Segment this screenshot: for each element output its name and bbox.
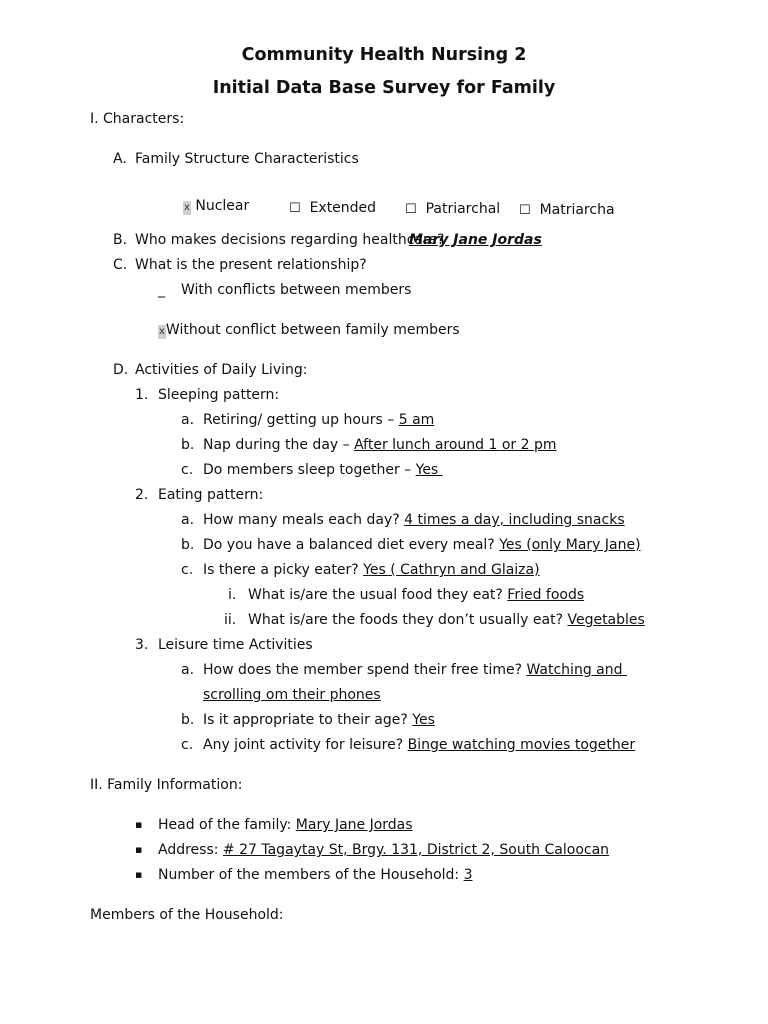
- option-patriarchal: [405, 200, 500, 219]
- eat-c-answer: Yes ( Cathryn and Glaiza): [363, 562, 540, 578]
- item-d-label: Activities of Daily Living:: [135, 362, 308, 378]
- eat-sub-i-answer: Fried foods: [507, 587, 585, 603]
- leisure-a: [203, 661, 627, 679]
- option-extended-label: Extended: [309, 200, 377, 216]
- section-family-info-heading: II. Family Information:: [90, 777, 243, 793]
- leisure-b-marker: b.: [181, 712, 195, 728]
- item-b-answer: Mary Jane Jordas: [409, 232, 542, 248]
- sleep-c: [203, 461, 443, 479]
- sleep-a-question: Retiring/ getting up hours –: [203, 412, 399, 428]
- relationship-option-2-label: Without conflict between family members: [165, 322, 460, 338]
- leisure-c-question: Any joint activity for leisure?: [203, 737, 408, 753]
- option-matriarchal: [519, 201, 615, 220]
- section-characters-heading: I. Characters:: [90, 111, 185, 127]
- sleep-b-answer: After lunch around 1 or 2 pm: [354, 437, 557, 453]
- leisure-a-answer-line2: scrolling om their phones: [203, 687, 381, 703]
- info-head-of-family: [158, 816, 413, 834]
- eat-a-question: How many meals each day?: [203, 512, 405, 528]
- bullet-icon: ▪: [135, 818, 143, 831]
- sleep-b: [203, 436, 557, 454]
- leisure-marker: 3.: [135, 637, 149, 653]
- item-b-marker: B.: [113, 232, 128, 248]
- leisure-label: Leisure time Activities: [158, 637, 313, 653]
- relationship-option-2: [158, 321, 460, 339]
- leisure-c-marker: c.: [181, 737, 194, 753]
- eat-a-answer: 4 times a day, including snacks: [404, 512, 625, 528]
- item-a-marker: A.: [113, 151, 127, 167]
- eating-marker: 2.: [135, 487, 149, 503]
- empty-checkbox-icon: ☐: [519, 203, 531, 218]
- sleep-c-marker: c.: [181, 462, 194, 478]
- eat-sub-ii-question: What is/are the foods they don’t usually eat?: [248, 612, 568, 628]
- eat-sub-i-question: What is/are the usual food they eat?: [248, 587, 508, 603]
- option-nuclear-label: Nuclear: [195, 198, 250, 214]
- bullet-icon: ▪: [135, 843, 143, 856]
- checked-box-icon: x: [159, 326, 165, 337]
- option-matriarchal-label: Matriarcha: [539, 202, 615, 218]
- item-c-question: What is the present relationship?: [135, 257, 367, 273]
- sleep-b-marker: b.: [181, 437, 195, 453]
- eat-b-answer: Yes (only Mary Jane): [499, 537, 641, 553]
- leisure-a-answer-line1: Watching and: [526, 662, 627, 678]
- empty-checkbox-icon: ☐: [405, 202, 417, 217]
- sleep-c-answer: Yes: [415, 462, 443, 478]
- sleeping-label: Sleeping pattern:: [158, 387, 280, 403]
- info-address: [158, 841, 609, 859]
- eat-sub-ii-marker: ii.: [224, 612, 237, 628]
- eat-sub-i-marker: i.: [228, 587, 237, 603]
- sleep-b-question: Nap during the day –: [203, 437, 355, 453]
- eating-label: Eating pattern:: [158, 487, 264, 503]
- option-nuclear: [183, 197, 249, 215]
- info-address-label: Address:: [158, 842, 223, 858]
- sleep-c-question: Do members sleep together –: [203, 462, 416, 478]
- relationship-option-1: With conflicts between members: [181, 282, 412, 298]
- item-c-marker: C.: [113, 257, 128, 273]
- members-heading: Members of the Household:: [90, 907, 284, 923]
- sleep-a: [203, 411, 434, 429]
- item-b-question: Who makes decisions regarding healthcare?: [135, 232, 445, 248]
- info-head-value: Mary Jane Jordas: [295, 817, 413, 833]
- option-patriarchal-label: Patriarchal: [425, 201, 501, 217]
- leisure-c: [203, 736, 635, 754]
- info-member-count-value: 3: [463, 867, 473, 883]
- empty-checkbox-icon: ☐: [289, 201, 301, 216]
- eat-a: [203, 511, 625, 529]
- info-head-label: Head of the family:: [158, 817, 296, 833]
- document-title: Community Health Nursing 2: [241, 45, 527, 65]
- leisure-b: [203, 711, 435, 729]
- eat-b-question: Do you have a balanced diet every meal?: [203, 537, 500, 553]
- eat-b-marker: b.: [181, 537, 195, 553]
- document-subtitle: Initial Data Base Survey for Family: [212, 78, 556, 98]
- item-a-label: Family Structure Characteristics: [135, 151, 359, 167]
- eat-c-question: Is there a picky eater?: [203, 562, 364, 578]
- eat-c: [203, 561, 540, 579]
- info-member-count: [158, 866, 473, 884]
- bullet-icon: ▪: [135, 868, 143, 881]
- relationship-option-1-mark: _: [158, 282, 165, 298]
- leisure-a-question: How does the member spend their free time?: [203, 662, 527, 678]
- eat-b: [203, 536, 641, 554]
- leisure-b-question: Is it appropriate to their age?: [203, 712, 413, 728]
- item-d-marker: D.: [113, 362, 129, 378]
- eat-sub-ii: [248, 611, 645, 629]
- info-address-value: # 27 Tagaytay St, Brgy. 131, District 2, South Caloocan: [222, 842, 610, 858]
- info-member-count-label: Number of the members of the Household:: [158, 867, 464, 883]
- leisure-c-answer: Binge watching movies together: [407, 737, 636, 753]
- checked-box-icon: x: [184, 202, 190, 213]
- eat-a-marker: a.: [181, 512, 195, 528]
- leisure-a-marker: a.: [181, 662, 195, 678]
- eat-sub-ii-answer: Vegetables: [567, 612, 645, 628]
- sleep-a-marker: a.: [181, 412, 195, 428]
- eat-c-marker: c.: [181, 562, 194, 578]
- sleeping-marker: 1.: [135, 387, 149, 403]
- leisure-b-answer: Yes: [412, 712, 435, 728]
- eat-sub-i: [248, 586, 584, 604]
- sleep-a-answer: 5 am: [398, 412, 435, 428]
- option-extended: [289, 199, 376, 218]
